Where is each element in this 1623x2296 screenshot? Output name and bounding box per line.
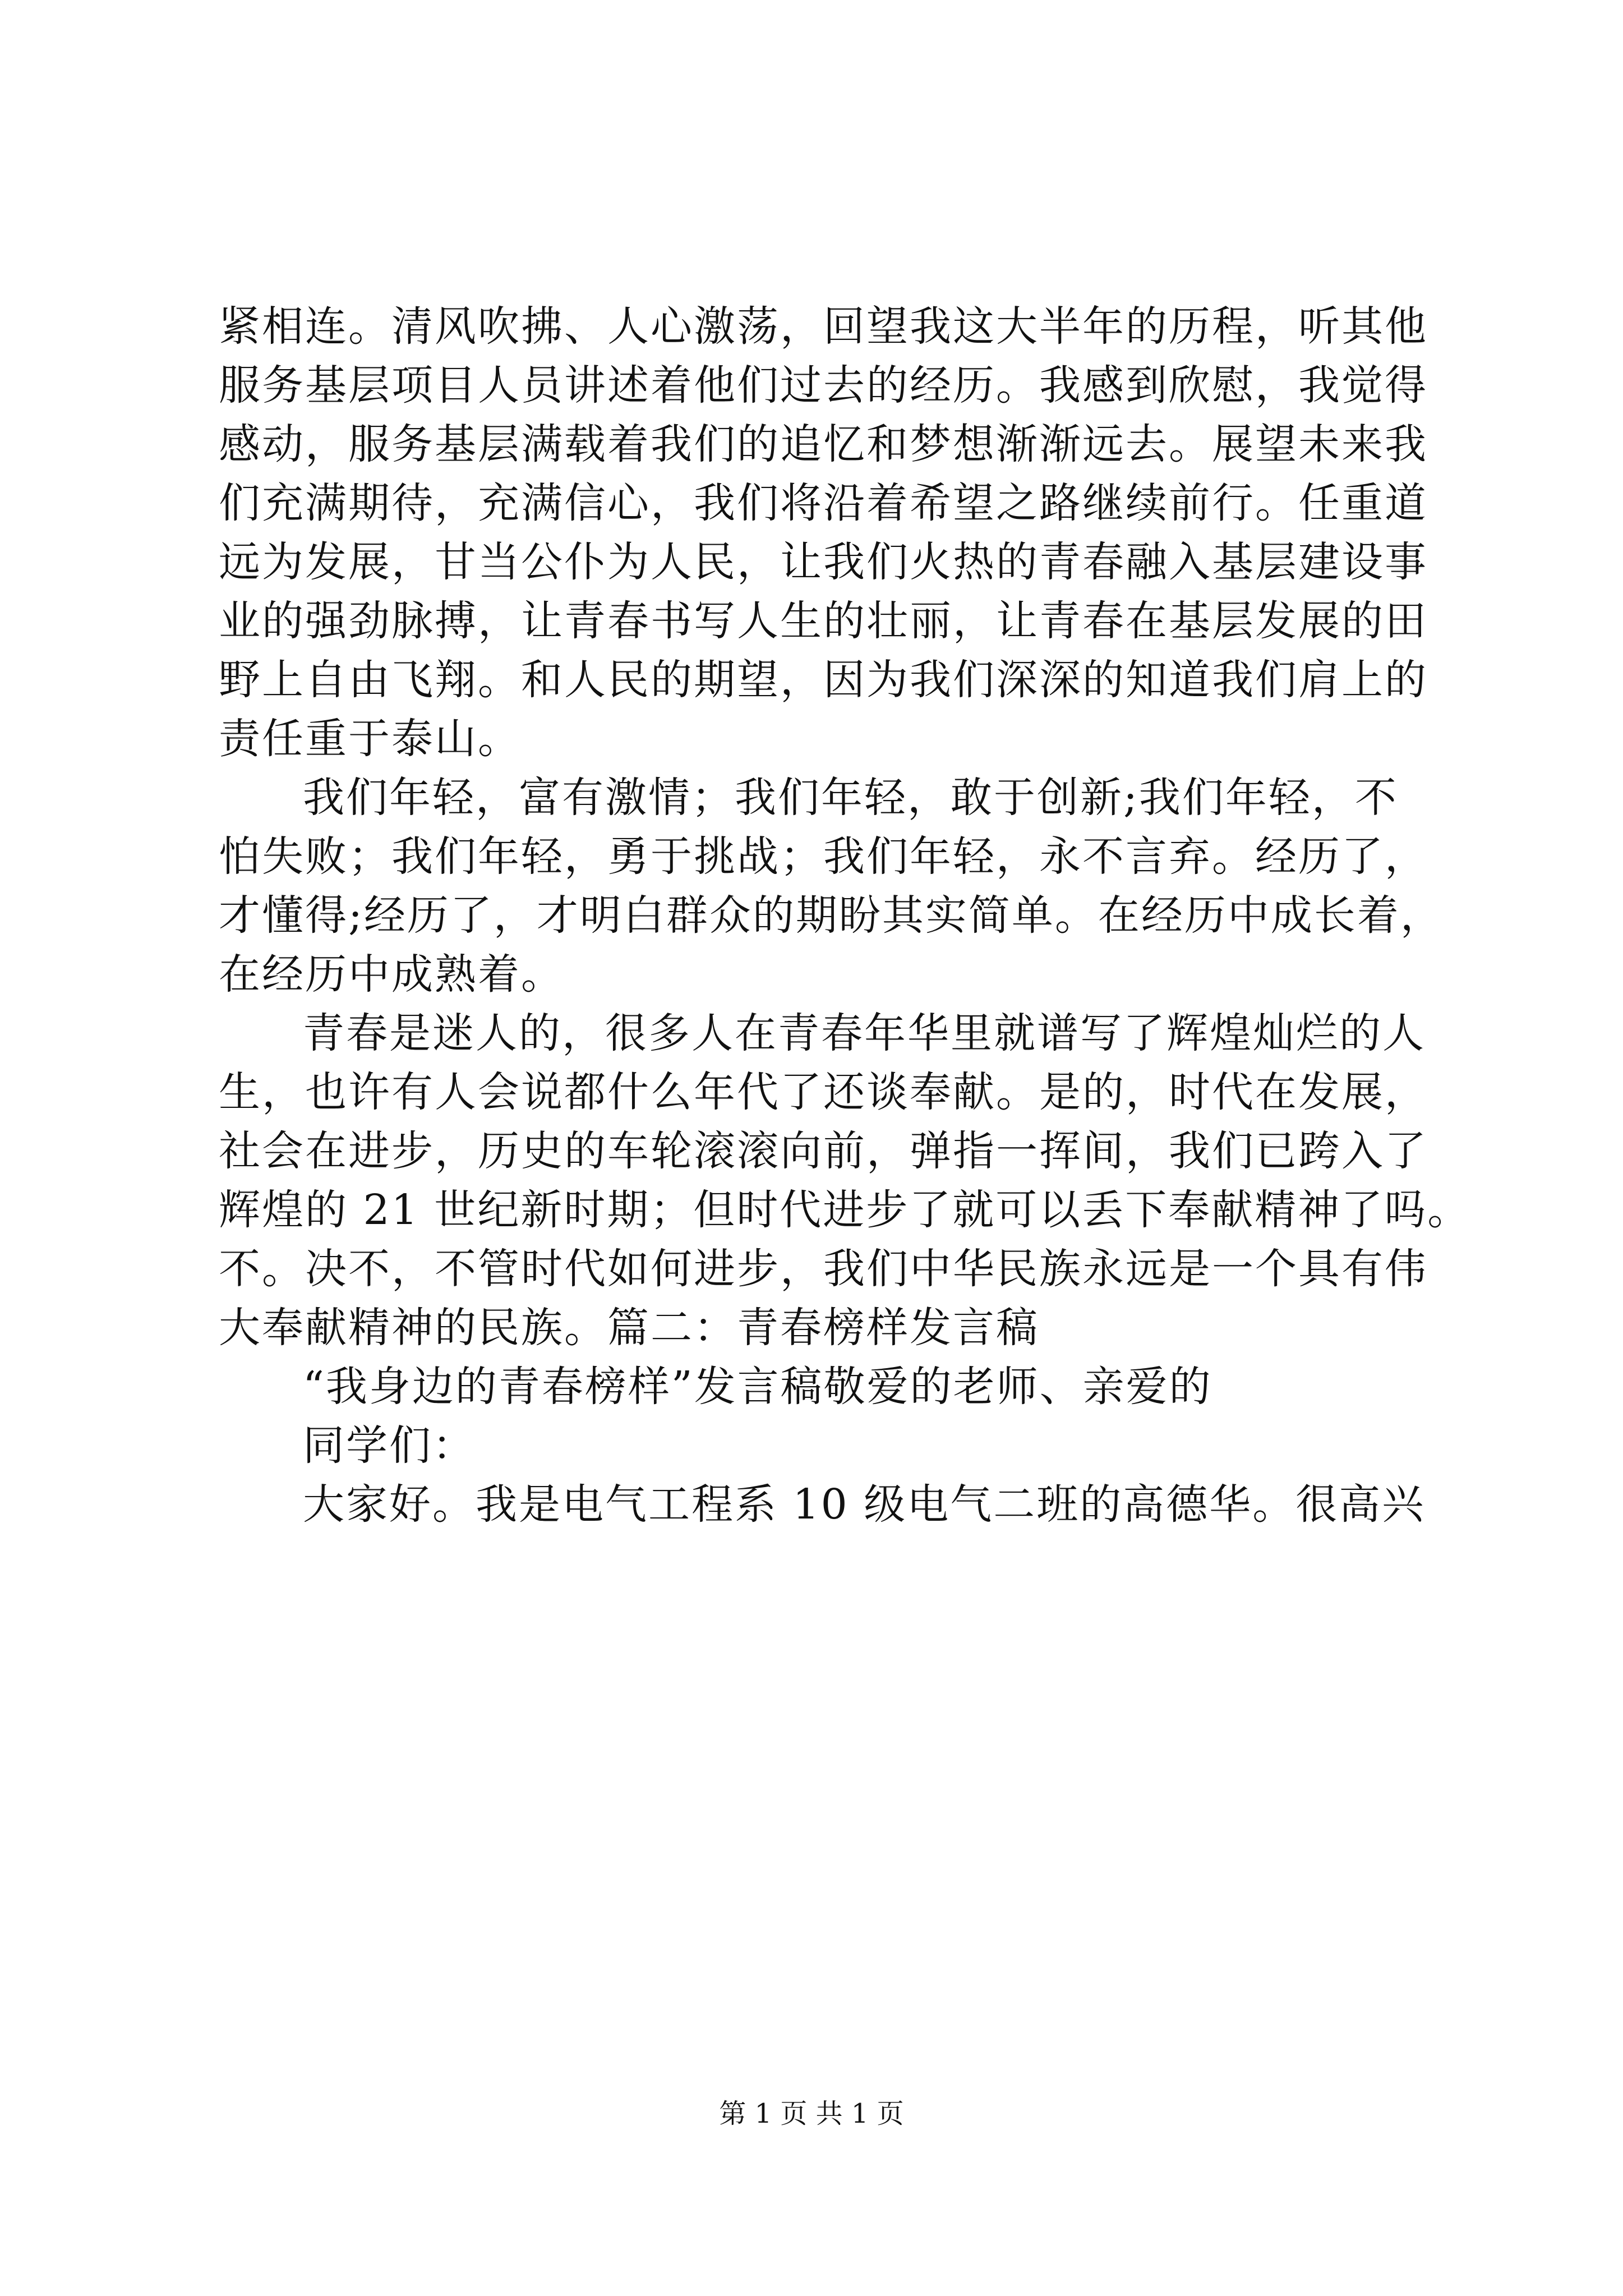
text-line: 感动，服务基层满载着我们的追忆和梦想渐渐远去。展望未来我 — [219, 420, 1428, 468]
text-line: 在经历中成熟着。 — [219, 950, 564, 999]
paragraph-first-line: 青春是迷人的，很多人在青春年华里就谱写了辉煌灿烂的人 — [303, 1009, 1426, 1057]
speech-title-line: “我身边的青春榜样”发言稿敬爱的老师、亲爱的 — [303, 1363, 1212, 1411]
text-line: 不。决不，不管时代如何进步，我们中华民族永远是一个具有伟 — [219, 1245, 1428, 1293]
paragraph-first-line: 我们年轻，富有激情；我们年轻，敢于创新;我们年轻，不 — [303, 774, 1398, 822]
page-footer: 第 1 页 共 1 页 — [719, 2098, 904, 2129]
text-line: 服务基层项目人员讲述着他们过去的经历。我感到欣慰，我觉得 — [219, 361, 1428, 409]
text-line: 远为发展，甘当公仆为人民，让我们火热的青春融入基层建设事 — [219, 538, 1428, 586]
text-line: 业的强劲脉搏，让青春书写人生的壮丽，让青春在基层发展的田 — [219, 597, 1428, 645]
text-line: 辉煌的 21 世纪新时期；但时代进步了就可以丢下奉献精神了吗。 — [219, 1186, 1471, 1234]
text-line: 大奉献精神的民族。篇二：青春榜样发言稿 — [219, 1304, 1039, 1352]
text-line: 才懂得;经历了，才明白群众的期盼其实简单。在经历中成长着， — [219, 891, 1444, 940]
text-line: 社会在进步，历史的车轮滚滚向前，弹指一挥间，我们已跨入了 — [219, 1127, 1428, 1175]
document-body — [219, 297, 1471, 1534]
text-line: 们充满期待，充满信心，我们将沿着希望之路继续前行。任重道 — [219, 479, 1428, 527]
text-line: 生，也许有人会说都什么年代了还谈奉献。是的，时代在发展， — [219, 1068, 1428, 1116]
text-line: 野上自由飞翔。和人民的期望，因为我们深深的知道我们肩上的 — [219, 656, 1428, 704]
text-line: 紧相连。清风吹拂、人心激荡，回望我这大半年的历程，听其他 — [219, 302, 1428, 351]
paragraph-first-line: 大家好。我是电气工程系 10 级电气二班的高德华。很高兴 — [303, 1480, 1426, 1529]
text-line: 责任重于泰山。 — [219, 715, 521, 763]
salutation-line: 同学们： — [303, 1421, 476, 1470]
text-line: 怕失败；我们年轻，勇于挑战；我们年轻，永不言弃。经历了， — [219, 832, 1428, 881]
